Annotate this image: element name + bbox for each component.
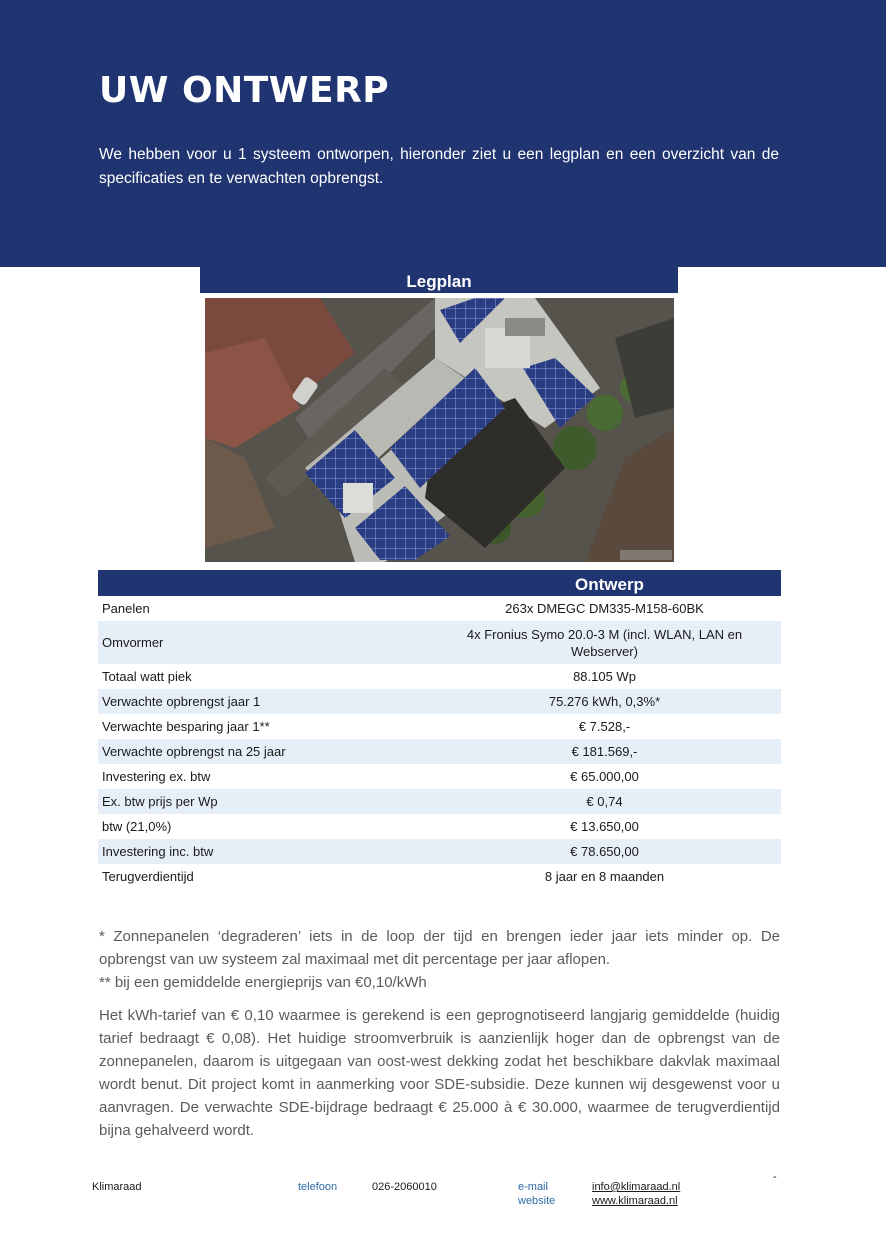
row-value: € 0,74 — [586, 794, 623, 809]
row-label: Ex. btw prijs per Wp — [102, 794, 218, 809]
legplan-aerial-image — [205, 298, 674, 562]
explanation-paragraph: Het kWh-tarief van € 0,10 waarmee is gerekend is een geprognotiseerd langjarig gemiddelde (huidig tarief bedraagt € 0,08). Het huidige stroomverbruik is aanzienlijk hoger dan de opbrengst van de zonnepanelen, daarom is uitgegaan van oost-west dekking zodat het beschikbare dakvlak maximaal wordt benut. Dit project komt in aanmerking voor SDE-subsidie. Deze kunnen wij desgewenst voor u aanvragen. De verwachte SDE-bijdrage bedraagt € 25.000 à € 30.000, waarmee de terugverdientijd bijna gehalveerd wordt. — [99, 1007, 780, 1139]
table-row — [98, 664, 781, 689]
footer-phone: 026-2060010 — [372, 1181, 437, 1193]
aerial-roof-layout-drawing — [205, 298, 674, 562]
row-value: € 13.650,00 — [570, 819, 639, 834]
row-label: Verwachte opbrengst jaar 1 — [102, 694, 261, 709]
table-row — [98, 764, 781, 789]
footer-email-label: e-mail — [518, 1181, 548, 1193]
energy-price-note: ** bij een gemiddelde energieprijs van €0,10/kWh — [99, 974, 427, 991]
page-title: UW ONTWERP — [99, 70, 390, 111]
footer-company: Klimaraad — [92, 1181, 142, 1193]
table-row — [98, 789, 781, 814]
row-label: Omvormer — [102, 635, 164, 650]
row-label: Terugverdientijd — [102, 869, 194, 884]
notes-section — [99, 925, 780, 1142]
degradation-note: * Zonnepanelen ‘degraderen’ iets in de loop der tijd en brengen ieder jaar iets minder op. De opbrengst van uw systeem zal maximaal met dit percentage per jaar aflopen. — [99, 928, 780, 968]
legplan-title: Legplan — [200, 267, 678, 293]
footer-phone-label: telefoon — [298, 1181, 338, 1193]
row-label: Verwachte opbrengst na 25 jaar — [102, 744, 286, 759]
table-row — [98, 839, 781, 864]
row-value: 8 jaar en 8 maanden — [544, 869, 665, 884]
table-row — [98, 714, 781, 739]
row-value: € 65.000,00 — [570, 769, 639, 784]
row-value: 88.105 Wp — [573, 669, 636, 684]
spec-table — [98, 596, 781, 889]
row-value: 75.276 kWh, 0,3%* — [548, 694, 661, 709]
footer-page-dash: - — [773, 1171, 777, 1183]
row-value: € 78.650,00 — [570, 844, 639, 859]
row-value: 4x Fronius Symo 20.0-3 M (incl. WLAN, LAN en Webserver) — [466, 626, 743, 659]
row-value: 263x DMEGC DM335-M158-60BK — [505, 601, 704, 616]
footer — [0, 1171, 886, 1220]
row-label: Panelen — [102, 601, 150, 616]
spec-table-title: Ontwerp — [575, 575, 644, 594]
footer-website-label: website — [518, 1195, 556, 1207]
table-row — [98, 689, 781, 714]
spec-table-header — [98, 570, 781, 596]
row-label: Investering inc. btw — [102, 844, 214, 859]
row-label: Investering ex. btw — [102, 769, 211, 784]
header-banner — [0, 0, 886, 267]
footer-email-link[interactable]: info@klimaraad.nl — [592, 1181, 681, 1193]
row-value: € 7.528,- — [578, 719, 631, 734]
row-label: btw (21,0%) — [102, 819, 172, 834]
intro-text: We hebben voor u 1 systeem ontworpen, hieronder ziet u een legplan en een overzicht van de specificaties en te verwachten opbrengst. — [99, 146, 779, 187]
footer-website-link[interactable]: www.klimaraad.nl — [592, 1195, 678, 1207]
row-value: € 181.569,- — [571, 744, 638, 759]
table-row — [98, 596, 781, 621]
table-row — [98, 864, 781, 889]
row-label: Verwachte besparing jaar 1** — [102, 719, 270, 734]
table-row — [98, 621, 781, 664]
row-label: Totaal watt piek — [102, 669, 192, 684]
table-row — [98, 739, 781, 764]
table-row — [98, 814, 781, 839]
